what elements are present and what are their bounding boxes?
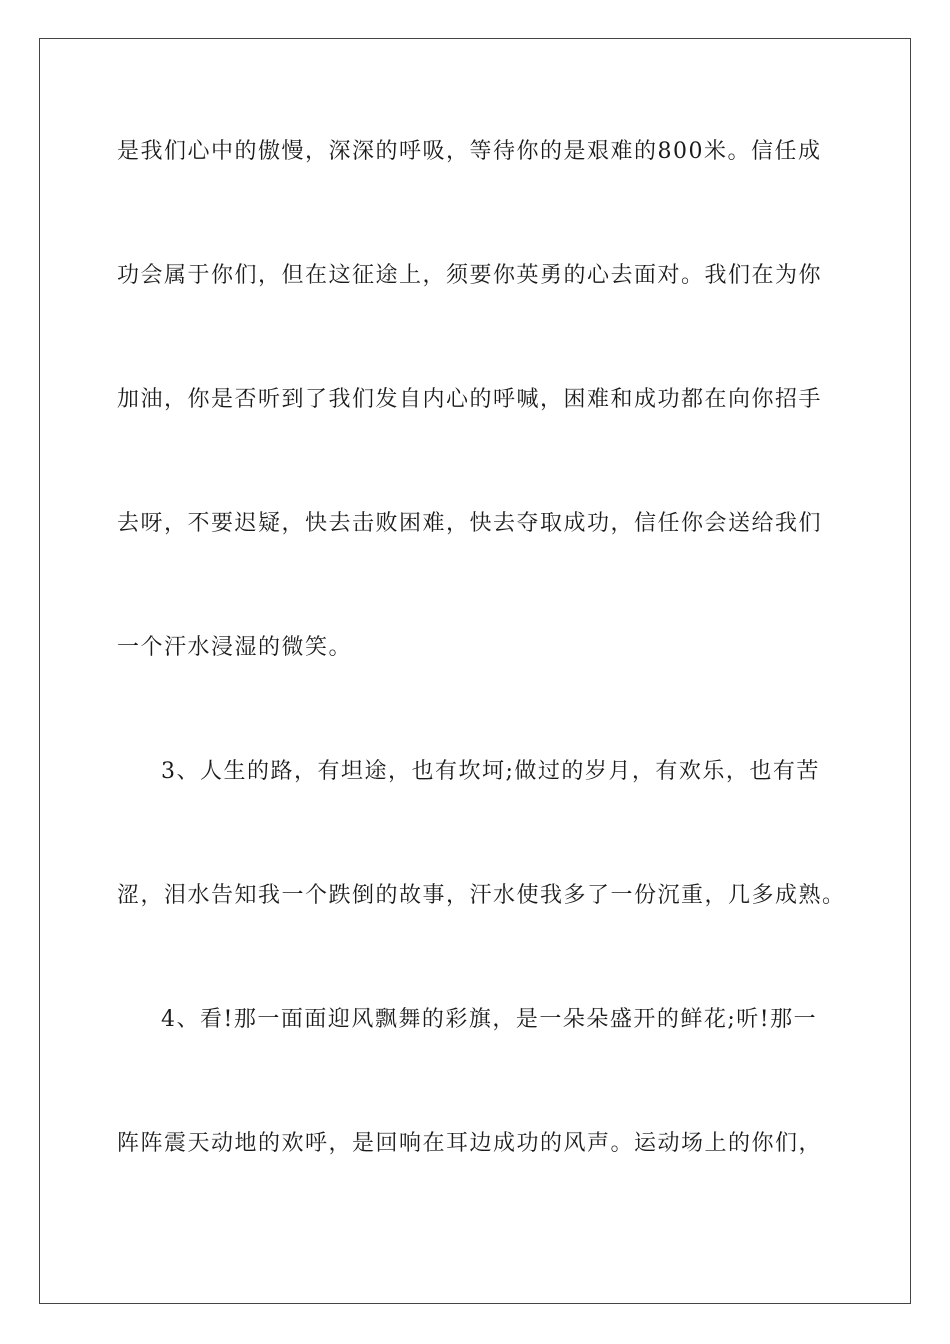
paragraph-3-line-1: 3、人生的路，有坦途，也有坎坷;做过的岁月，有欢乐，也有苦 (161, 759, 820, 784)
text-line-2: 功会属于你们，但在这征途上，须要你英勇的心去面对。我们在为你 (117, 263, 823, 288)
text-line-4: 去呀，不要迟疑，快去击败困难，快去夺取成功，信任你会送给我们 (117, 511, 823, 536)
text-line-1: 是我们心中的傲慢，深深的呼吸，等待你的是艰难的800米。信任成 (117, 139, 822, 164)
page-frame (39, 38, 911, 1304)
paragraph-4-line-1: 4、看!那一面面迎风飘舞的彩旗，是一朵朵盛开的鲜花;听!那一 (161, 1007, 818, 1032)
paragraph-4-line-2: 阵阵震天动地的欢呼，是回响在耳边成功的风声。运动场上的你们， (117, 1131, 823, 1156)
text-line-5: 一个汗水浸湿的微笑。 (117, 635, 353, 660)
text-line-3: 加油，你是否听到了我们发自内心的呼喊，困难和成功都在向你招手 (117, 387, 823, 412)
paragraph-3-line-2: 涩，泪水告知我一个跌倒的故事，汗水使我多了一份沉重，几多成熟。 (117, 883, 846, 908)
